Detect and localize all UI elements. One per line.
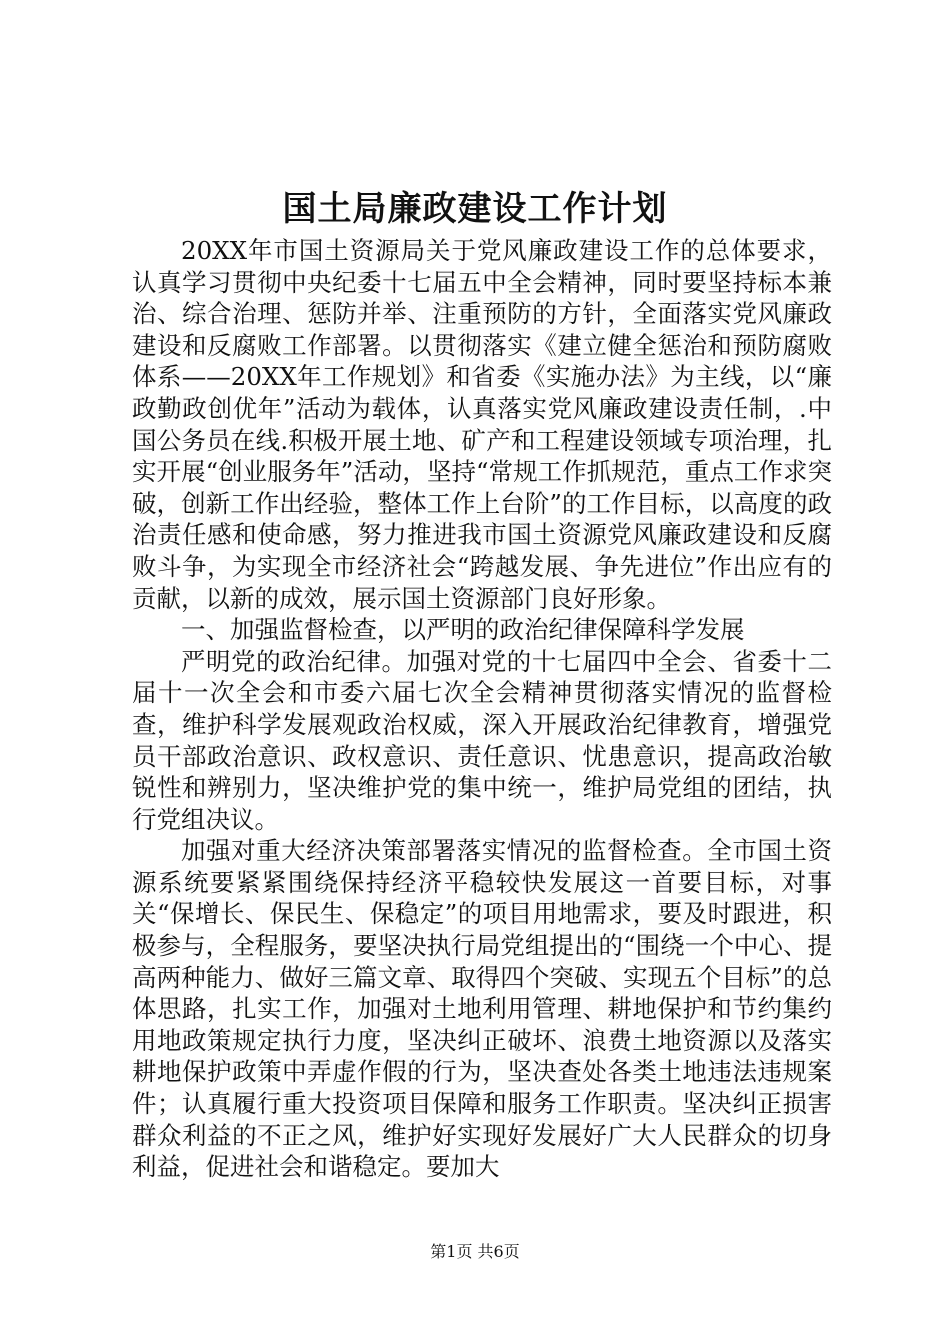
section-heading-1: 一、加强监督检查，以严明的政治纪律保障科学发展	[181, 615, 745, 645]
page-footer: 第1页 共6页	[430, 1242, 520, 1261]
document-body	[132, 235, 832, 1183]
paragraph-political-discipline: 严明党的政治纪律。加强对党的十七届四中全会、省委十二届十一次全会和市委六届七次全会精神贯彻落实情况的监督检查，维护科学发展观政治权威，深入开展政治纪律教育，增强党员干部政治意识、政权意识、责任意识、忧患意识，提高政治敏锐性和辨别力，坚决维护党的集中统一，维护局党组的团结，执行党组决议。	[132, 646, 832, 834]
paragraph-economic-decisions: 加强对重大经济决策部署落实情况的监督检查。全市国土资源系统要紧紧围绕保持经济平稳较快发展这一首要目标，对事关“保增长、保民生、保稳定”的项目用地需求，要及时跟进，积极参与，全程服务，要坚决执行局党组提出的“围绕一个中心、提高两种能力、做好三篇文章、取得四个突破、实现五个目标”的总体思路，扎实工作，加强对土地利用管理、耕地保护和节约集约用地政策规定执行力度，坚决纠正破坏、浪费土地资源以及落实耕地保护政策中弄虚作假的行为，坚决查处各类土地违法违规案件；认真履行重大投资项目保障和服务工作职责。坚决纠正损害群众利益的不正之风，维护好实现好发展好广大人民群众的切身利益，促进社会和谐稳定。要加大	[132, 836, 832, 1182]
document-title: 国土局廉政建设工作计划	[282, 189, 668, 229]
paragraph-intro: 20XX年市国土资源局关于党风廉政建设工作的总体要求，认真学习贯彻中央纪委十七届五中全会精神，同时要坚持标本兼治、综合治理、惩防并举、注重预防的方针，全面落实党风廉政建设和反腐败工作部署。以贯彻落实《建立健全惩治和预防腐败体系——20XX年工作规划》和省委《实施办法》为主线，以“廉政勤政创优年”活动为载体，认真落实党风廉政建设责任制，.中国公务员在线.积极开展土地、矿产和工程建设领域专项治理，扎实开展“创业服务年”活动，坚持“常规工作抓规范，重点工作求突破，创新工作出经验，整体工作上台阶”的工作目标，以高度的政治责任感和使命感，努力推进我市国土资源党风廉政建设和反腐败斗争，为实现全市经济社会“跨越发展、争先进位”作出应有的贡献，以新的成效，展示国土资源部门良好形象。	[132, 236, 832, 613]
